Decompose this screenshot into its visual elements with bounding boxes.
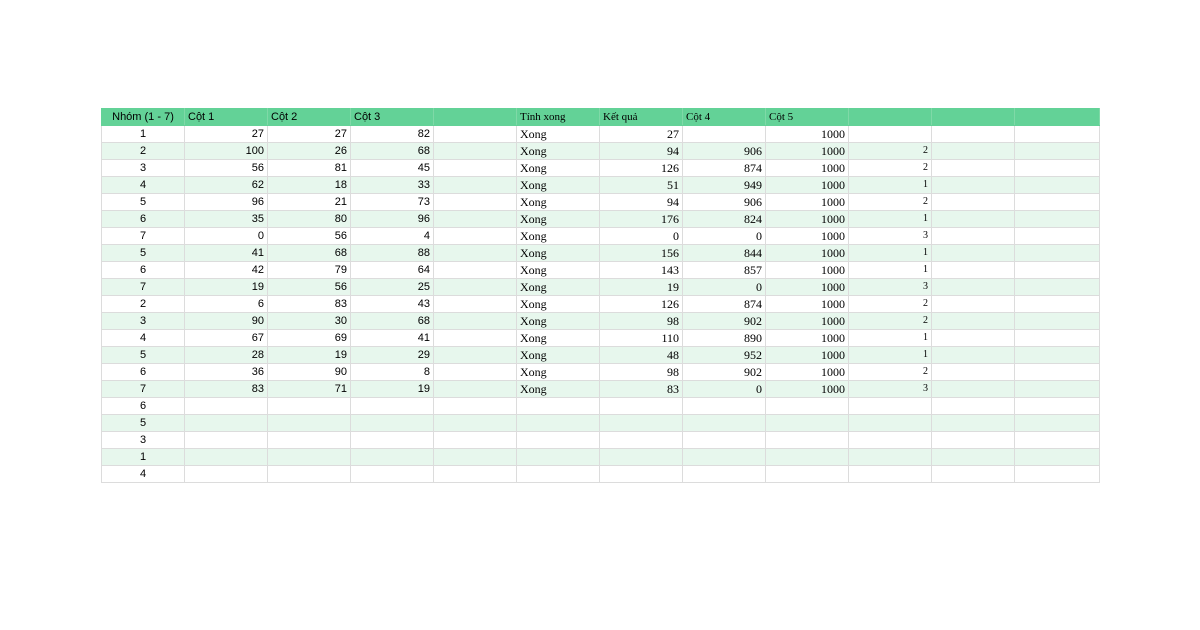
cell[interactable]: 2 xyxy=(102,143,185,160)
cell[interactable]: 1000 xyxy=(766,177,849,194)
cell[interactable]: 68 xyxy=(351,313,434,330)
cell[interactable] xyxy=(185,432,268,449)
table-row xyxy=(102,143,1100,160)
cell[interactable] xyxy=(1015,177,1100,194)
cell[interactable]: Xong xyxy=(517,381,600,398)
cell[interactable] xyxy=(683,449,766,466)
cell[interactable]: 83 xyxy=(600,381,683,398)
cell[interactable]: Xong xyxy=(517,211,600,228)
cell[interactable]: 1 xyxy=(849,330,932,347)
cell[interactable] xyxy=(185,466,268,483)
cell[interactable] xyxy=(932,245,1015,262)
cell[interactable] xyxy=(600,415,683,432)
header-empty-11[interactable] xyxy=(932,109,1015,126)
cell[interactable] xyxy=(1015,466,1100,483)
cell[interactable]: 176 xyxy=(600,211,683,228)
cell[interactable]: 5 xyxy=(102,415,185,432)
cell[interactable]: 25 xyxy=(351,279,434,296)
cell[interactable] xyxy=(434,245,517,262)
cell[interactable]: 0 xyxy=(600,228,683,245)
cell[interactable]: 83 xyxy=(268,296,351,313)
cell[interactable] xyxy=(517,415,600,432)
cell[interactable]: 844 xyxy=(683,245,766,262)
cell[interactable]: 19 xyxy=(351,381,434,398)
cell[interactable] xyxy=(766,398,849,415)
cell[interactable]: Xong xyxy=(517,177,600,194)
header-row xyxy=(102,109,1100,126)
cell[interactable] xyxy=(932,279,1015,296)
cell[interactable] xyxy=(434,381,517,398)
cell[interactable] xyxy=(932,381,1015,398)
cell[interactable]: 90 xyxy=(268,364,351,381)
cell[interactable] xyxy=(932,364,1015,381)
cell[interactable]: 90 xyxy=(185,313,268,330)
cell[interactable]: 2 xyxy=(849,313,932,330)
cell[interactable]: 0 xyxy=(683,381,766,398)
cell[interactable] xyxy=(434,126,517,143)
cell[interactable] xyxy=(434,313,517,330)
cell[interactable] xyxy=(517,432,600,449)
cell[interactable] xyxy=(517,449,600,466)
cell[interactable]: 27 xyxy=(600,126,683,143)
cell[interactable]: 81 xyxy=(268,160,351,177)
cell[interactable]: 98 xyxy=(600,313,683,330)
table-body xyxy=(102,126,1100,483)
cell[interactable] xyxy=(434,143,517,160)
cell[interactable] xyxy=(268,432,351,449)
cell[interactable]: 68 xyxy=(268,245,351,262)
cell[interactable] xyxy=(1015,330,1100,347)
cell[interactable]: 0 xyxy=(185,228,268,245)
cell[interactable] xyxy=(766,466,849,483)
cell[interactable]: 1 xyxy=(102,126,185,143)
cell[interactable]: 3 xyxy=(102,432,185,449)
cell[interactable]: Xong xyxy=(517,347,600,364)
cell[interactable]: 88 xyxy=(351,245,434,262)
cell[interactable]: 45 xyxy=(351,160,434,177)
cell[interactable] xyxy=(849,449,932,466)
cell[interactable] xyxy=(932,228,1015,245)
cell[interactable]: 56 xyxy=(268,279,351,296)
cell[interactable]: 952 xyxy=(683,347,766,364)
cell[interactable]: 68 xyxy=(351,143,434,160)
cell[interactable]: 1000 xyxy=(766,245,849,262)
cell[interactable]: 56 xyxy=(268,228,351,245)
cell[interactable]: 41 xyxy=(351,330,434,347)
cell[interactable]: Xong xyxy=(517,228,600,245)
cell[interactable] xyxy=(351,398,434,415)
cell[interactable] xyxy=(1015,160,1100,177)
cell[interactable] xyxy=(932,177,1015,194)
cell[interactable]: 2 xyxy=(849,160,932,177)
cell[interactable] xyxy=(1015,262,1100,279)
table-row xyxy=(102,262,1100,279)
cell[interactable] xyxy=(932,126,1015,143)
cell[interactable] xyxy=(268,449,351,466)
cell[interactable]: 19 xyxy=(268,347,351,364)
cell[interactable]: 126 xyxy=(600,296,683,313)
cell[interactable]: 2 xyxy=(849,296,932,313)
cell[interactable]: 824 xyxy=(683,211,766,228)
cell[interactable]: 1000 xyxy=(766,347,849,364)
cell[interactable]: 29 xyxy=(351,347,434,364)
cell[interactable]: 19 xyxy=(185,279,268,296)
cell[interactable]: 100 xyxy=(185,143,268,160)
cell[interactable]: 2 xyxy=(849,364,932,381)
cell[interactable] xyxy=(1015,194,1100,211)
header-cot-2[interactable]: Cột 2 xyxy=(268,109,351,126)
cell[interactable] xyxy=(434,415,517,432)
table-row xyxy=(102,245,1100,262)
table-row xyxy=(102,381,1100,398)
cell[interactable]: 94 xyxy=(600,194,683,211)
cell[interactable] xyxy=(849,466,932,483)
cell[interactable]: Xong xyxy=(517,160,600,177)
cell[interactable]: 1 xyxy=(849,211,932,228)
cell[interactable]: 1 xyxy=(849,245,932,262)
cell[interactable]: 1000 xyxy=(766,211,849,228)
cell[interactable]: 28 xyxy=(185,347,268,364)
cell[interactable]: 874 xyxy=(683,296,766,313)
cell[interactable]: 96 xyxy=(185,194,268,211)
cell[interactable]: 27 xyxy=(268,126,351,143)
cell[interactable]: 4 xyxy=(102,466,185,483)
cell[interactable]: Xong xyxy=(517,330,600,347)
table-row xyxy=(102,177,1100,194)
header-tinh-xong[interactable]: Tính xong xyxy=(517,109,600,126)
cell[interactable]: 48 xyxy=(600,347,683,364)
cell[interactable] xyxy=(932,415,1015,432)
cell[interactable]: 5 xyxy=(102,245,185,262)
cell[interactable] xyxy=(434,194,517,211)
table-row xyxy=(102,330,1100,347)
cell[interactable]: 0 xyxy=(683,228,766,245)
cell[interactable]: 7 xyxy=(102,381,185,398)
cell[interactable]: 4 xyxy=(351,228,434,245)
cell[interactable]: 1000 xyxy=(766,296,849,313)
cell[interactable] xyxy=(351,432,434,449)
cell[interactable] xyxy=(434,449,517,466)
cell[interactable]: 890 xyxy=(683,330,766,347)
cell[interactable]: 79 xyxy=(268,262,351,279)
cell[interactable] xyxy=(766,449,849,466)
cell[interactable] xyxy=(932,466,1015,483)
cell[interactable] xyxy=(1015,381,1100,398)
cell[interactable]: 21 xyxy=(268,194,351,211)
cell[interactable]: 3 xyxy=(849,381,932,398)
cell[interactable]: 18 xyxy=(268,177,351,194)
cell[interactable]: 2 xyxy=(849,143,932,160)
cell[interactable]: 1000 xyxy=(766,126,849,143)
cell[interactable] xyxy=(1015,211,1100,228)
cell[interactable]: 67 xyxy=(185,330,268,347)
cell[interactable] xyxy=(683,466,766,483)
table-row xyxy=(102,160,1100,177)
cell[interactable] xyxy=(766,432,849,449)
cell[interactable]: 3 xyxy=(102,313,185,330)
cell[interactable]: 949 xyxy=(683,177,766,194)
cell[interactable]: 69 xyxy=(268,330,351,347)
cell[interactable] xyxy=(1015,143,1100,160)
cell[interactable] xyxy=(434,466,517,483)
table-row xyxy=(102,296,1100,313)
table-row xyxy=(102,126,1100,143)
cell[interactable]: 6 xyxy=(102,211,185,228)
cell[interactable]: 1000 xyxy=(766,262,849,279)
cell[interactable]: 1000 xyxy=(766,313,849,330)
cell[interactable]: 1 xyxy=(849,347,932,364)
cell[interactable] xyxy=(683,126,766,143)
table-row xyxy=(102,364,1100,381)
cell[interactable] xyxy=(932,330,1015,347)
cell[interactable] xyxy=(849,398,932,415)
cell[interactable]: 126 xyxy=(600,160,683,177)
cell[interactable]: Xong xyxy=(517,194,600,211)
cell[interactable]: 94 xyxy=(600,143,683,160)
cell[interactable]: 30 xyxy=(268,313,351,330)
cell[interactable]: Xong xyxy=(517,245,600,262)
table-row xyxy=(102,398,1100,415)
cell[interactable]: 906 xyxy=(683,194,766,211)
header-ket-qua[interactable]: Kết quả xyxy=(600,109,683,126)
cell[interactable] xyxy=(434,228,517,245)
table-row xyxy=(102,466,1100,483)
header-empty-5[interactable] xyxy=(434,109,517,126)
header-empty-12[interactable] xyxy=(1015,109,1100,126)
cell[interactable] xyxy=(1015,432,1100,449)
cell[interactable] xyxy=(600,398,683,415)
cell[interactable]: 2 xyxy=(102,296,185,313)
table-row xyxy=(102,279,1100,296)
cell[interactable]: 6 xyxy=(102,364,185,381)
cell[interactable]: Xong xyxy=(517,126,600,143)
table-row xyxy=(102,432,1100,449)
cell[interactable]: 80 xyxy=(268,211,351,228)
cell[interactable]: 1000 xyxy=(766,364,849,381)
cell[interactable]: Xong xyxy=(517,262,600,279)
cell[interactable] xyxy=(600,432,683,449)
cell[interactable]: 26 xyxy=(268,143,351,160)
cell[interactable]: 1 xyxy=(849,262,932,279)
cell[interactable]: Xong xyxy=(517,143,600,160)
cell[interactable] xyxy=(600,449,683,466)
cell[interactable] xyxy=(434,330,517,347)
cell[interactable]: 1000 xyxy=(766,143,849,160)
cell[interactable] xyxy=(932,398,1015,415)
cell[interactable]: 3 xyxy=(102,160,185,177)
cell[interactable]: 73 xyxy=(351,194,434,211)
cell[interactable] xyxy=(1015,347,1100,364)
header-cot-3[interactable]: Cột 3 xyxy=(351,109,434,126)
cell[interactable]: 71 xyxy=(268,381,351,398)
cell[interactable] xyxy=(185,449,268,466)
cell[interactable]: 43 xyxy=(351,296,434,313)
table-row xyxy=(102,194,1100,211)
cell[interactable]: 33 xyxy=(351,177,434,194)
cell[interactable] xyxy=(1015,126,1100,143)
cell[interactable] xyxy=(932,449,1015,466)
table-row xyxy=(102,415,1100,432)
cell[interactable]: 41 xyxy=(185,245,268,262)
table-row xyxy=(102,449,1100,466)
cell[interactable] xyxy=(683,398,766,415)
cell[interactable]: 156 xyxy=(600,245,683,262)
cell[interactable] xyxy=(1015,449,1100,466)
cell[interactable] xyxy=(185,398,268,415)
cell[interactable]: 6 xyxy=(102,398,185,415)
cell[interactable]: 27 xyxy=(185,126,268,143)
cell[interactable]: 4 xyxy=(102,177,185,194)
cell[interactable] xyxy=(932,160,1015,177)
cell[interactable] xyxy=(932,432,1015,449)
cell[interactable] xyxy=(1015,228,1100,245)
cell[interactable]: 56 xyxy=(185,160,268,177)
cell[interactable] xyxy=(849,126,932,143)
cell[interactable] xyxy=(351,415,434,432)
cell[interactable]: Xong xyxy=(517,364,600,381)
table-row xyxy=(102,211,1100,228)
cell[interactable]: 5 xyxy=(102,194,185,211)
cell[interactable] xyxy=(434,296,517,313)
cell[interactable]: 3 xyxy=(849,279,932,296)
cell[interactable] xyxy=(351,466,434,483)
cell[interactable] xyxy=(1015,279,1100,296)
cell[interactable] xyxy=(1015,398,1100,415)
cell[interactable]: 2 xyxy=(849,194,932,211)
cell[interactable]: 4 xyxy=(102,330,185,347)
cell[interactable]: 1000 xyxy=(766,279,849,296)
cell[interactable]: 1 xyxy=(849,177,932,194)
cell[interactable] xyxy=(1015,313,1100,330)
cell[interactable] xyxy=(268,466,351,483)
cell[interactable]: 83 xyxy=(185,381,268,398)
cell[interactable] xyxy=(849,415,932,432)
cell[interactable] xyxy=(517,398,600,415)
cell[interactable] xyxy=(268,398,351,415)
cell[interactable] xyxy=(932,194,1015,211)
cell[interactable]: 98 xyxy=(600,364,683,381)
cell[interactable]: 35 xyxy=(185,211,268,228)
table-row xyxy=(102,313,1100,330)
table-row xyxy=(102,228,1100,245)
header-cot-5[interactable]: Cột 5 xyxy=(766,109,849,126)
cell[interactable]: 36 xyxy=(185,364,268,381)
cell[interactable] xyxy=(932,143,1015,160)
cell[interactable]: 8 xyxy=(351,364,434,381)
cell[interactable]: 96 xyxy=(351,211,434,228)
cell[interactable] xyxy=(932,313,1015,330)
cell[interactable]: 1000 xyxy=(766,228,849,245)
cell[interactable] xyxy=(932,296,1015,313)
cell[interactable]: 902 xyxy=(683,364,766,381)
cell[interactable] xyxy=(434,279,517,296)
header-cot-4[interactable]: Cột 4 xyxy=(683,109,766,126)
cell[interactable]: 0 xyxy=(683,279,766,296)
cell[interactable] xyxy=(766,415,849,432)
cell[interactable]: 19 xyxy=(600,279,683,296)
cell[interactable]: 857 xyxy=(683,262,766,279)
cell[interactable] xyxy=(351,449,434,466)
cell[interactable] xyxy=(1015,245,1100,262)
cell[interactable]: 64 xyxy=(351,262,434,279)
cell[interactable] xyxy=(434,160,517,177)
header-empty-10[interactable] xyxy=(849,109,932,126)
cell[interactable]: 3 xyxy=(849,228,932,245)
cell[interactable]: 5 xyxy=(102,347,185,364)
cell[interactable]: 1000 xyxy=(766,330,849,347)
cell[interactable] xyxy=(434,177,517,194)
cell[interactable]: 1000 xyxy=(766,381,849,398)
cell[interactable] xyxy=(1015,415,1100,432)
cell[interactable] xyxy=(434,432,517,449)
cell[interactable] xyxy=(434,262,517,279)
cell[interactable]: 906 xyxy=(683,143,766,160)
cell[interactable] xyxy=(932,211,1015,228)
cell[interactable]: 82 xyxy=(351,126,434,143)
cell[interactable]: 62 xyxy=(185,177,268,194)
cell[interactable] xyxy=(1015,364,1100,381)
cell[interactable]: 6 xyxy=(185,296,268,313)
cell[interactable] xyxy=(517,466,600,483)
cell[interactable]: 902 xyxy=(683,313,766,330)
cell[interactable]: 874 xyxy=(683,160,766,177)
cell[interactable] xyxy=(185,415,268,432)
cell[interactable]: Xong xyxy=(517,296,600,313)
cell[interactable] xyxy=(434,364,517,381)
cell[interactable]: 51 xyxy=(600,177,683,194)
spreadsheet xyxy=(101,108,1099,483)
cell[interactable]: Xong xyxy=(517,313,600,330)
cell[interactable] xyxy=(932,262,1015,279)
cell[interactable]: Xong xyxy=(517,279,600,296)
cell[interactable]: 42 xyxy=(185,262,268,279)
cell[interactable]: 143 xyxy=(600,262,683,279)
cell[interactable]: 1000 xyxy=(766,194,849,211)
cell[interactable]: 110 xyxy=(600,330,683,347)
cell[interactable] xyxy=(683,415,766,432)
cell[interactable] xyxy=(849,432,932,449)
cell[interactable]: 6 xyxy=(102,262,185,279)
table-row xyxy=(102,347,1100,364)
cell[interactable] xyxy=(434,398,517,415)
cell[interactable]: 7 xyxy=(102,279,185,296)
cell[interactable] xyxy=(434,211,517,228)
cell[interactable] xyxy=(683,432,766,449)
data-table xyxy=(101,108,1100,483)
cell[interactable] xyxy=(932,347,1015,364)
header-nhom[interactable]: Nhóm (1 - 7) xyxy=(102,109,185,126)
cell[interactable] xyxy=(1015,296,1100,313)
cell[interactable] xyxy=(600,466,683,483)
cell[interactable]: 1 xyxy=(102,449,185,466)
cell[interactable] xyxy=(434,347,517,364)
cell[interactable]: 1000 xyxy=(766,160,849,177)
cell[interactable]: 7 xyxy=(102,228,185,245)
header-cot-1[interactable]: Cột 1 xyxy=(185,109,268,126)
cell[interactable] xyxy=(268,415,351,432)
